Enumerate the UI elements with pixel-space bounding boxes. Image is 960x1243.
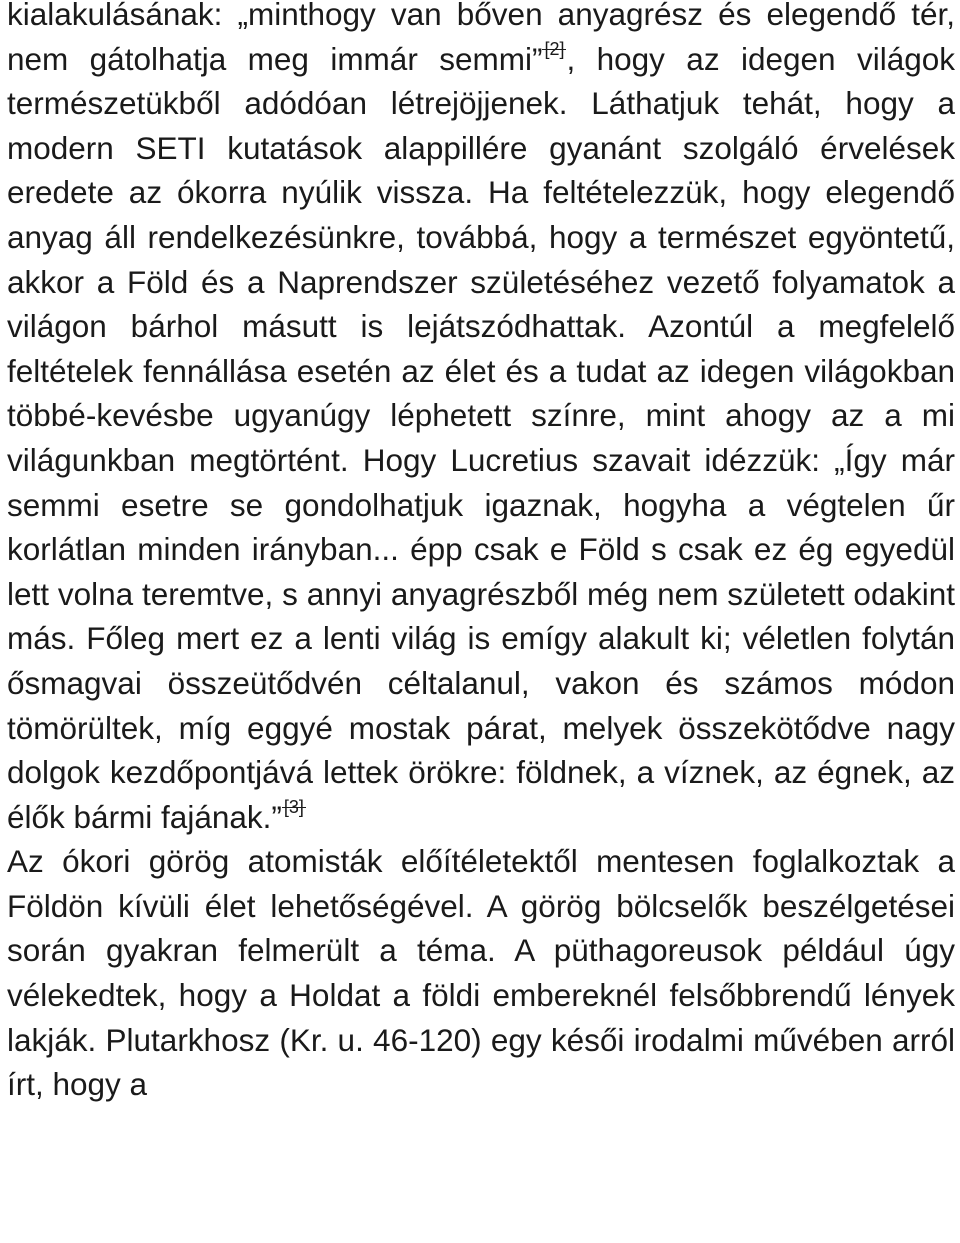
paragraph-text-part2: , hogy az idegen világok természetükből adódóan létrejöjjenek. Láthatjuk tehát, hogy a modern SETI kutatások alappillére gyanánt szolgáló érvelések eredete az ókorra nyúlik vissza. Ha feltételezzük, hogy elegendő anyag áll rendelkezésünkre, továbbá, hogy a természet egyöntetű, akkor a Föld és a Naprendszer születéséhez vezető folyamatok a világon bárhol másutt is lejátszódhattak. Azontúl a megfelelő feltételek fennállása esetén az élet és a tudat az idegen világokban többé-kevésbe ugyanúgy léphetett színre, mint ahogy az a mi világunkban megtörtént. Hogy Lucretius szavait idézzük: „Így már semmi esetre se gondolhatjuk igaznak, hogyha a végtelen űr korlátlan minden irányban... épp csak e Föld s csak ez ég egyedül lett volna teremtve, s annyi anyagrészből még nem született odakint más. Főleg mert ez a lenti világ is emígy alakult ki; véletlen folytán ősmagvai összeütődvén céltalanul, vakon és számos módon tömörültek, míg eggyé mostak párat, melyek összekötődve nagy dolgok kezdőpontjává lettek örökre: földnek, a víznek, az égnek, az élők bármi fajának.” <box>7 40 955 835</box>
paragraph-lucretius <box>7 0 955 839</box>
footnote-reference-3[interactable] <box>282 796 306 817</box>
paragraph-text: Az ókori görög atomisták előítéletektől mentesen foglalkoztak a Földön kívüli élet lehetőségével. A görög bölcselők beszélgetései során gyakran felmerült a téma. A püthagoreusok például úgy vélekedtek, hogy a Holdat a földi embereknél felsőbbrendű lények lakják. Plutarkhosz (Kr. u. 46-120) egy késői irodalmi művében arról írt, hogy a <box>7 843 955 1103</box>
footnote-number[interactable]: 2 <box>549 38 560 59</box>
document-page <box>7 0 955 1107</box>
paragraph-text-part1: kialakulásának: „minthogy van bőven anyagrész és elegendő tér, nem gátolhatja meg immár semmi” <box>7 0 955 77</box>
paragraph-greek-atomists <box>7 839 955 1107</box>
footnote-reference-2[interactable] <box>542 38 566 59</box>
footnote-number[interactable]: 3 <box>288 796 299 817</box>
